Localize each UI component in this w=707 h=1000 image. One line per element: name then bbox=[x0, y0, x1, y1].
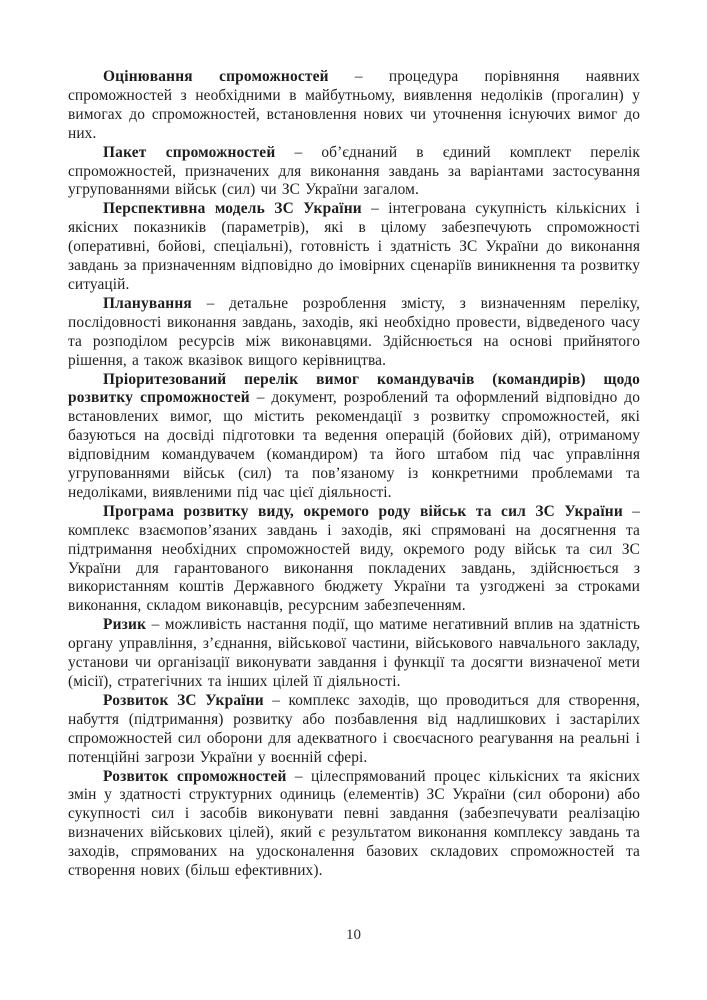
definition-paragraph-perspektyvna-model bbox=[68, 200, 640, 295]
definition-paragraph-rozvytok-zsu bbox=[68, 692, 640, 768]
definition-term: Ризик bbox=[103, 616, 147, 634]
definition-paragraph-paket bbox=[68, 144, 640, 201]
definition-body: – процедура порівняння наявних спроможностей з необхідними в майбутньому, виявлення недоліків (прогалин) у вимогах до спроможностей, встановлення нових чи уточнення існуючих вимог до них. bbox=[68, 68, 640, 142]
definition-paragraph-ryzyk bbox=[68, 616, 640, 692]
definition-body: – комплекс заходів, що проводиться для створення, набуття (підтримання) розвитку або позбавлення від надлишкових і застарілих спроможностей сил оборони для адекватного і своєчасного реагування на реальні і потенційні загрози України у воєнній сфері. bbox=[68, 691, 641, 766]
definition-paragraph-prioritezovanyi-perelik bbox=[68, 371, 640, 503]
definition-body: – інтегрована сукупність кількісних і якісних показників (параметрів), які в цілому забезпечують спроможності (оперативні, бойові, спеціальні), готовність і здатність ЗС України до виконання завдань за призначенням відповідно до імовірних сценаріїв виникнення та розвитку ситуацій. bbox=[68, 200, 640, 293]
definition-term: Програма розвитку виду, окремого роду військ та сил ЗС України bbox=[103, 502, 623, 520]
page-number: 10 bbox=[346, 927, 361, 943]
definition-body: – об’єднаний в єдиний комплект перелік спроможностей, призначених для виконання завдань за варіантами застосування угрупованнями військ (сил) чи ЗС України загалом. bbox=[68, 143, 640, 199]
definitions-text-block bbox=[68, 68, 640, 881]
definition-term: Перспективна модель ЗС України bbox=[103, 200, 362, 218]
definition-term: Пакет спроможностей bbox=[103, 143, 276, 161]
definition-term: Пріоритезований перелік вимог командувачів (командирів) щодо розвитку спроможностей bbox=[68, 370, 640, 407]
definition-term: Планування bbox=[103, 294, 192, 312]
definition-term: Оцінювання спроможностей bbox=[103, 68, 329, 85]
definition-paragraph-ocinyuvannya bbox=[68, 68, 640, 144]
definition-body: – можливість настання події, що матиме негативний вплив на здатність органу управління, з’єднання, військової частини, військового навчального закладу, установи чи організації виконувати завдання і функції та досягти визначеної мети (місії), стратегічних та інших цілей її діяльності. bbox=[68, 616, 640, 690]
definition-term: Розвиток ЗС України bbox=[103, 691, 264, 709]
definition-paragraph-rozvytok-spromozhnostei bbox=[68, 768, 640, 881]
definition-body: – цілеспрямований процес кількісних та якісних змін у здатності структурних одиниць (елементів) ЗС України (сил оборони) або сукупності сил і засобів виконувати певні завдання (забезпечувати реалізацію визначених військових цілей), який є результатом виконання комплексу завдань та заходів, спрямованих на удосконалення базових складових спроможностей та створення нових (більш ефективних). bbox=[68, 767, 640, 880]
definition-body: – комплекс взаємопов’язаних завдань і заходів, які спрямовані на досягнення та підтримання необхідних спроможностей виду, окремого роду військ та сил ЗС України для гарантованого виконання покладених завдань, здійснюється з використанням коштів Державного бюджету України та узгоджені за строками виконання, складом виконавців, ресурсним забезпеченням. bbox=[68, 502, 641, 615]
definition-body: – детальне розроблення змісту, з визначенням переліку, послідовності виконання завдань, заходів, які необхідно провести, відведеного часу та розподілом ресурсів між виконавцями. Здійснюється на основі прийнятого рішення, а також вказівок вищого керівництва. bbox=[68, 294, 640, 369]
definition-term: Розвиток спроможностей bbox=[103, 767, 287, 785]
definition-body: – документ, розроблений та оформлений відповідно до встановлених вимог, що містить рекомендації з розвитку спроможностей, які базуються на досвіді підготовки та ведення операцій (бойових дій), отриманому відповідним командувачем (командиром) та його штабом під час управління угрупованнями військ (сил) та пов’язаному із конкретними проблемами та недоліками, виявленими під час цієї діяльності. bbox=[68, 389, 640, 501]
definition-paragraph-prohrama-rozvytku bbox=[68, 503, 640, 616]
definition-paragraph-planuvannya bbox=[68, 295, 640, 371]
